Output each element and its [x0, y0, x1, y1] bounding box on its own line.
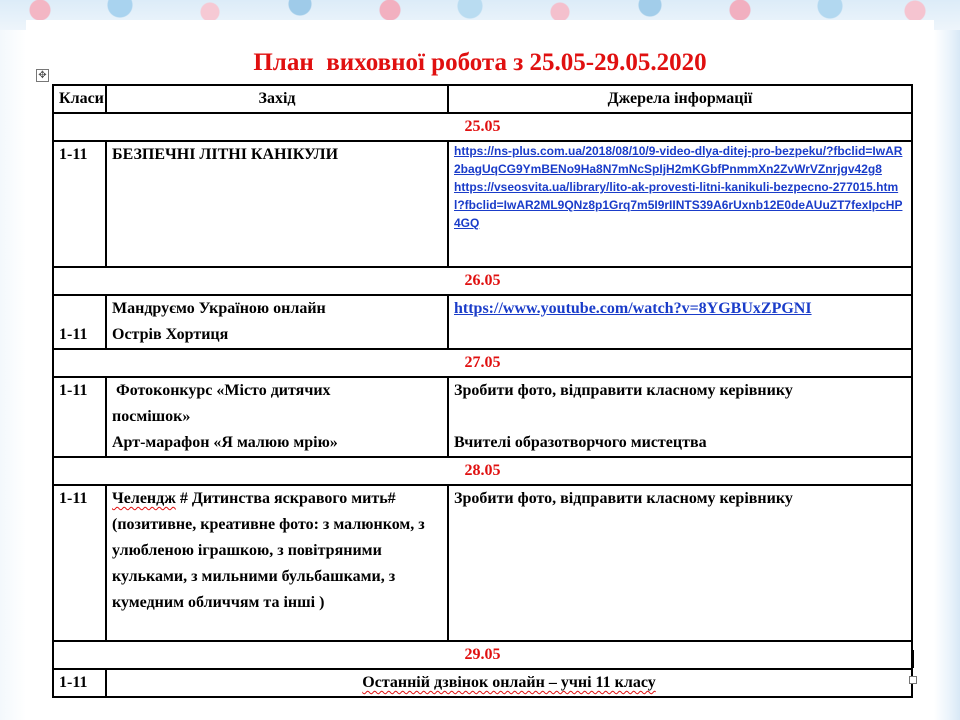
event-cell: БЕЗПЕЧНІ ЛІТНІ КАНІКУЛИ — [106, 141, 448, 267]
youtube-link[interactable]: https://www.youtube.com/watch?v=8YGBUxZPGNI — [454, 300, 812, 317]
event-line: Арт-марафон «Я малюю мрію» — [112, 434, 338, 451]
event-line: посмішок» — [112, 408, 191, 425]
table-move-handle-icon[interactable]: ✥ — [36, 69, 49, 82]
event-cell — [106, 377, 448, 457]
table-row — [53, 485, 912, 641]
date-cell: 28.05 — [53, 457, 912, 485]
date-cell: 29.05 — [53, 641, 912, 669]
table-row — [53, 669, 912, 697]
table-header-row — [53, 85, 912, 113]
table-resize-handle-icon[interactable] — [909, 676, 917, 684]
right-margin-decoration — [934, 30, 960, 720]
page-title: План виховної робота з 25.05-29.05.2020 — [253, 49, 707, 76]
source-line: Зробити фото, відправити класному керівнику — [454, 382, 793, 399]
source-line: Вчителі образотворчого мистецтва — [454, 434, 707, 451]
sources-cell: Зробити фото, відправити класному керівнику — [448, 485, 912, 641]
event-line: Фотоконкурс «Місто дитячих — [112, 382, 331, 399]
event-line: Острів Хортиця — [112, 326, 229, 343]
classes-cell: 1-11 — [53, 295, 106, 349]
event-cell — [106, 485, 448, 641]
event-cell — [106, 295, 448, 349]
plan-table — [52, 84, 913, 698]
classes-cell: 1-11 — [53, 669, 106, 697]
date-row-27-05 — [53, 349, 912, 377]
sources-cell — [448, 377, 912, 457]
event-line: Мандруємо Україною онлайн — [112, 300, 326, 317]
date-row-29-05 — [53, 641, 912, 669]
header-classes: Класи — [53, 85, 106, 113]
sources-cell — [448, 141, 912, 267]
classes-cell: 1-11 — [53, 485, 106, 641]
date-cell: 25.05 — [53, 113, 912, 141]
event-text: # Дитинства яскравого мить#(позитивне, креативне фото: з малюнком, з улюбленою іграшкою, з повітряними кульками, з мильними бульбашками, з кумедним обличчям та інші ) — [112, 490, 425, 611]
date-cell: 26.05 — [53, 267, 912, 295]
date-row-28-05 — [53, 457, 912, 485]
classes-cell: 1-11 — [53, 377, 106, 457]
date-row-25-05 — [53, 113, 912, 141]
table-row — [53, 377, 912, 457]
date-cell: 27.05 — [53, 349, 912, 377]
table-row — [53, 295, 912, 349]
source-link[interactable]: https://ns-plus.com.ua/2018/08/10/9-video-dlya-ditej-pro-bezpeku/?fbclid=IwAR2bagUqCG9YmBENo9Ha8N7mNcSpIjH2mKGbfPnmmXn2ZvWrVZnrjgv42g8 — [454, 144, 903, 176]
text-cursor — [912, 650, 914, 668]
header-sources: Джерела інформації — [448, 85, 912, 113]
event-word: Челендж — [112, 490, 176, 507]
spacer — [454, 404, 906, 430]
left-margin — [0, 30, 26, 720]
event-cell — [106, 669, 912, 697]
classes-cell: 1-11 — [53, 141, 106, 267]
source-link[interactable]: https://vseosvita.ua/library/lito-ak-provesti-litni-kanikuli-bezpecno-277015.html?fbclid=IwAR2ML9QNz8p1Grq7m5I9rIINTS39A6rUxnb12E0deAUuZT7fexIpcHP4GQ — [454, 180, 903, 230]
date-row-26-05 — [53, 267, 912, 295]
sources-cell — [448, 295, 912, 349]
event-text: Останній дзвінок онлайн – учні 11 класу — [362, 674, 656, 691]
table-row — [53, 141, 912, 267]
header-event: Захід — [106, 85, 448, 113]
